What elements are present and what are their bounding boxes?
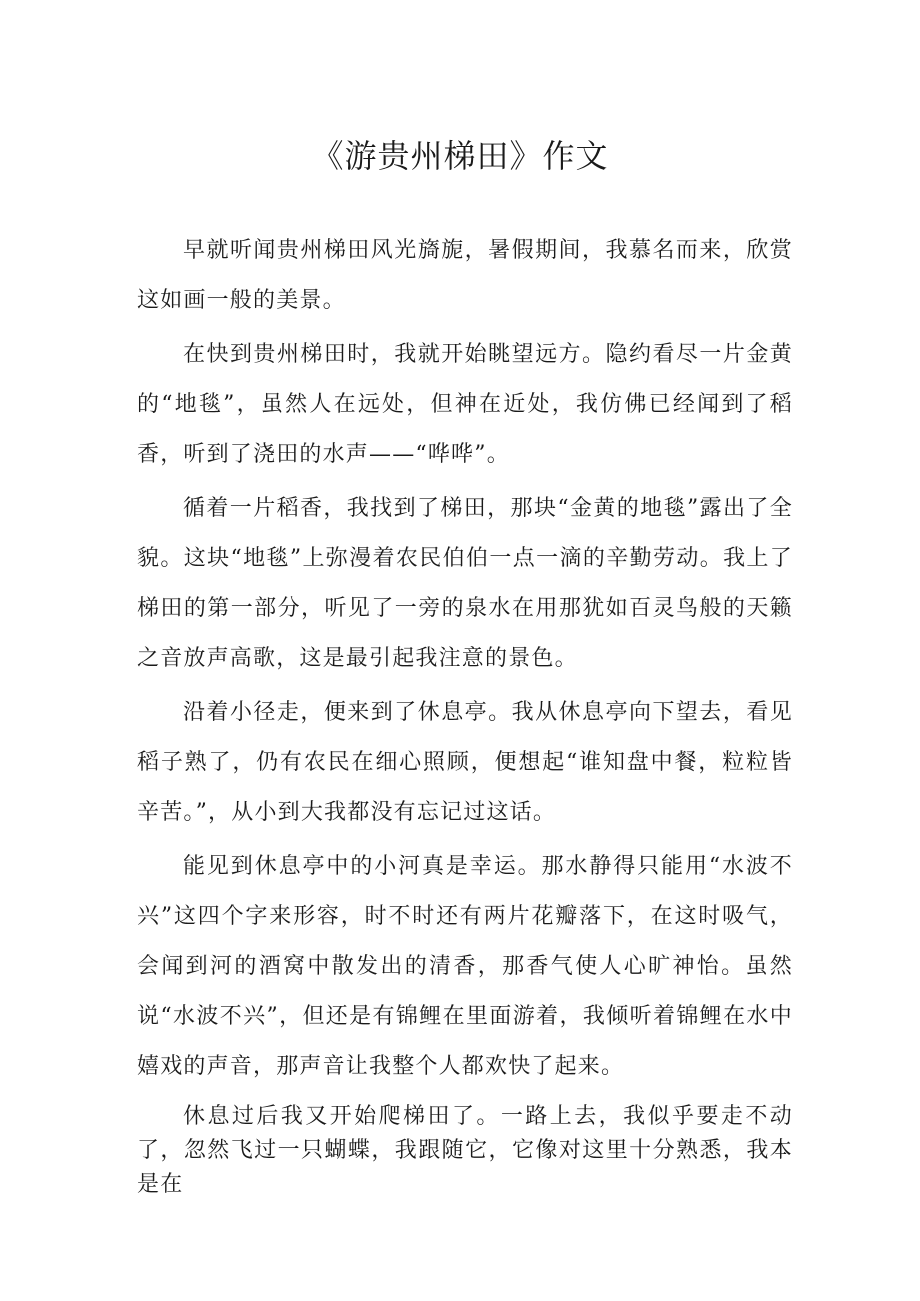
document-title: 《游贵州梯田》作文 (311, 137, 609, 175)
paragraph-5: 能见到休息亭中的小河真是幸运。那水静得只能用“水波不兴”这四个字来形容，时不时还有两片花瓣落下，在这时吸气，会闻到河的酒窝中散发出的清香，那香气使人心旷神怡。虽然说“水波不兴”，但还是有锦鲤在里面游着，我倾听着锦鲤在水中嬉戏的声音，那声音让我整个人都欢快了起来。 (137, 854, 793, 1079)
paragraph-6: 休息过后我又开始爬梯田了。一路上去，我似乎要走不动了，忽然飞过一只蝴蝶，我跟随它，它像对这里十分熟悉，我本是在 (137, 1104, 793, 1197)
paragraph-1: 早就听闻贵州梯田风光旖旎，暑假期间，我慕名而来，欣赏这如画一般的美景。 (137, 238, 793, 313)
document-body (137, 226, 793, 1206)
paragraph-2: 在快到贵州梯田时，我就开始眺望远方。隐约看尽一片金黄的“地毯”，虽然人在远处，但神在近处，我仿佛已经闻到了稻香，听到了浇田的水声——“哗哗”。 (137, 342, 793, 467)
paragraph-4: 沿着小径走，便来到了休息亭。我从休息亭向下望去，看见稻子熟了，仍有农民在细心照顾，便想起“谁知盘中餐，粒粒皆辛苦。”，从小到大我都没有忘记过这话。 (137, 700, 793, 825)
paragraph-3: 循着一片稻香，我找到了梯田，那块“金黄的地毯”露出了全貌。这块“地毯”上弥漫着农民伯伯一点一滴的辛勤劳动。我上了梯田的第一部分，听见了一旁的泉水在用那犹如百灵鸟般的天籁之音放声高歌，这是最引起我注意的景色。 (137, 496, 793, 671)
